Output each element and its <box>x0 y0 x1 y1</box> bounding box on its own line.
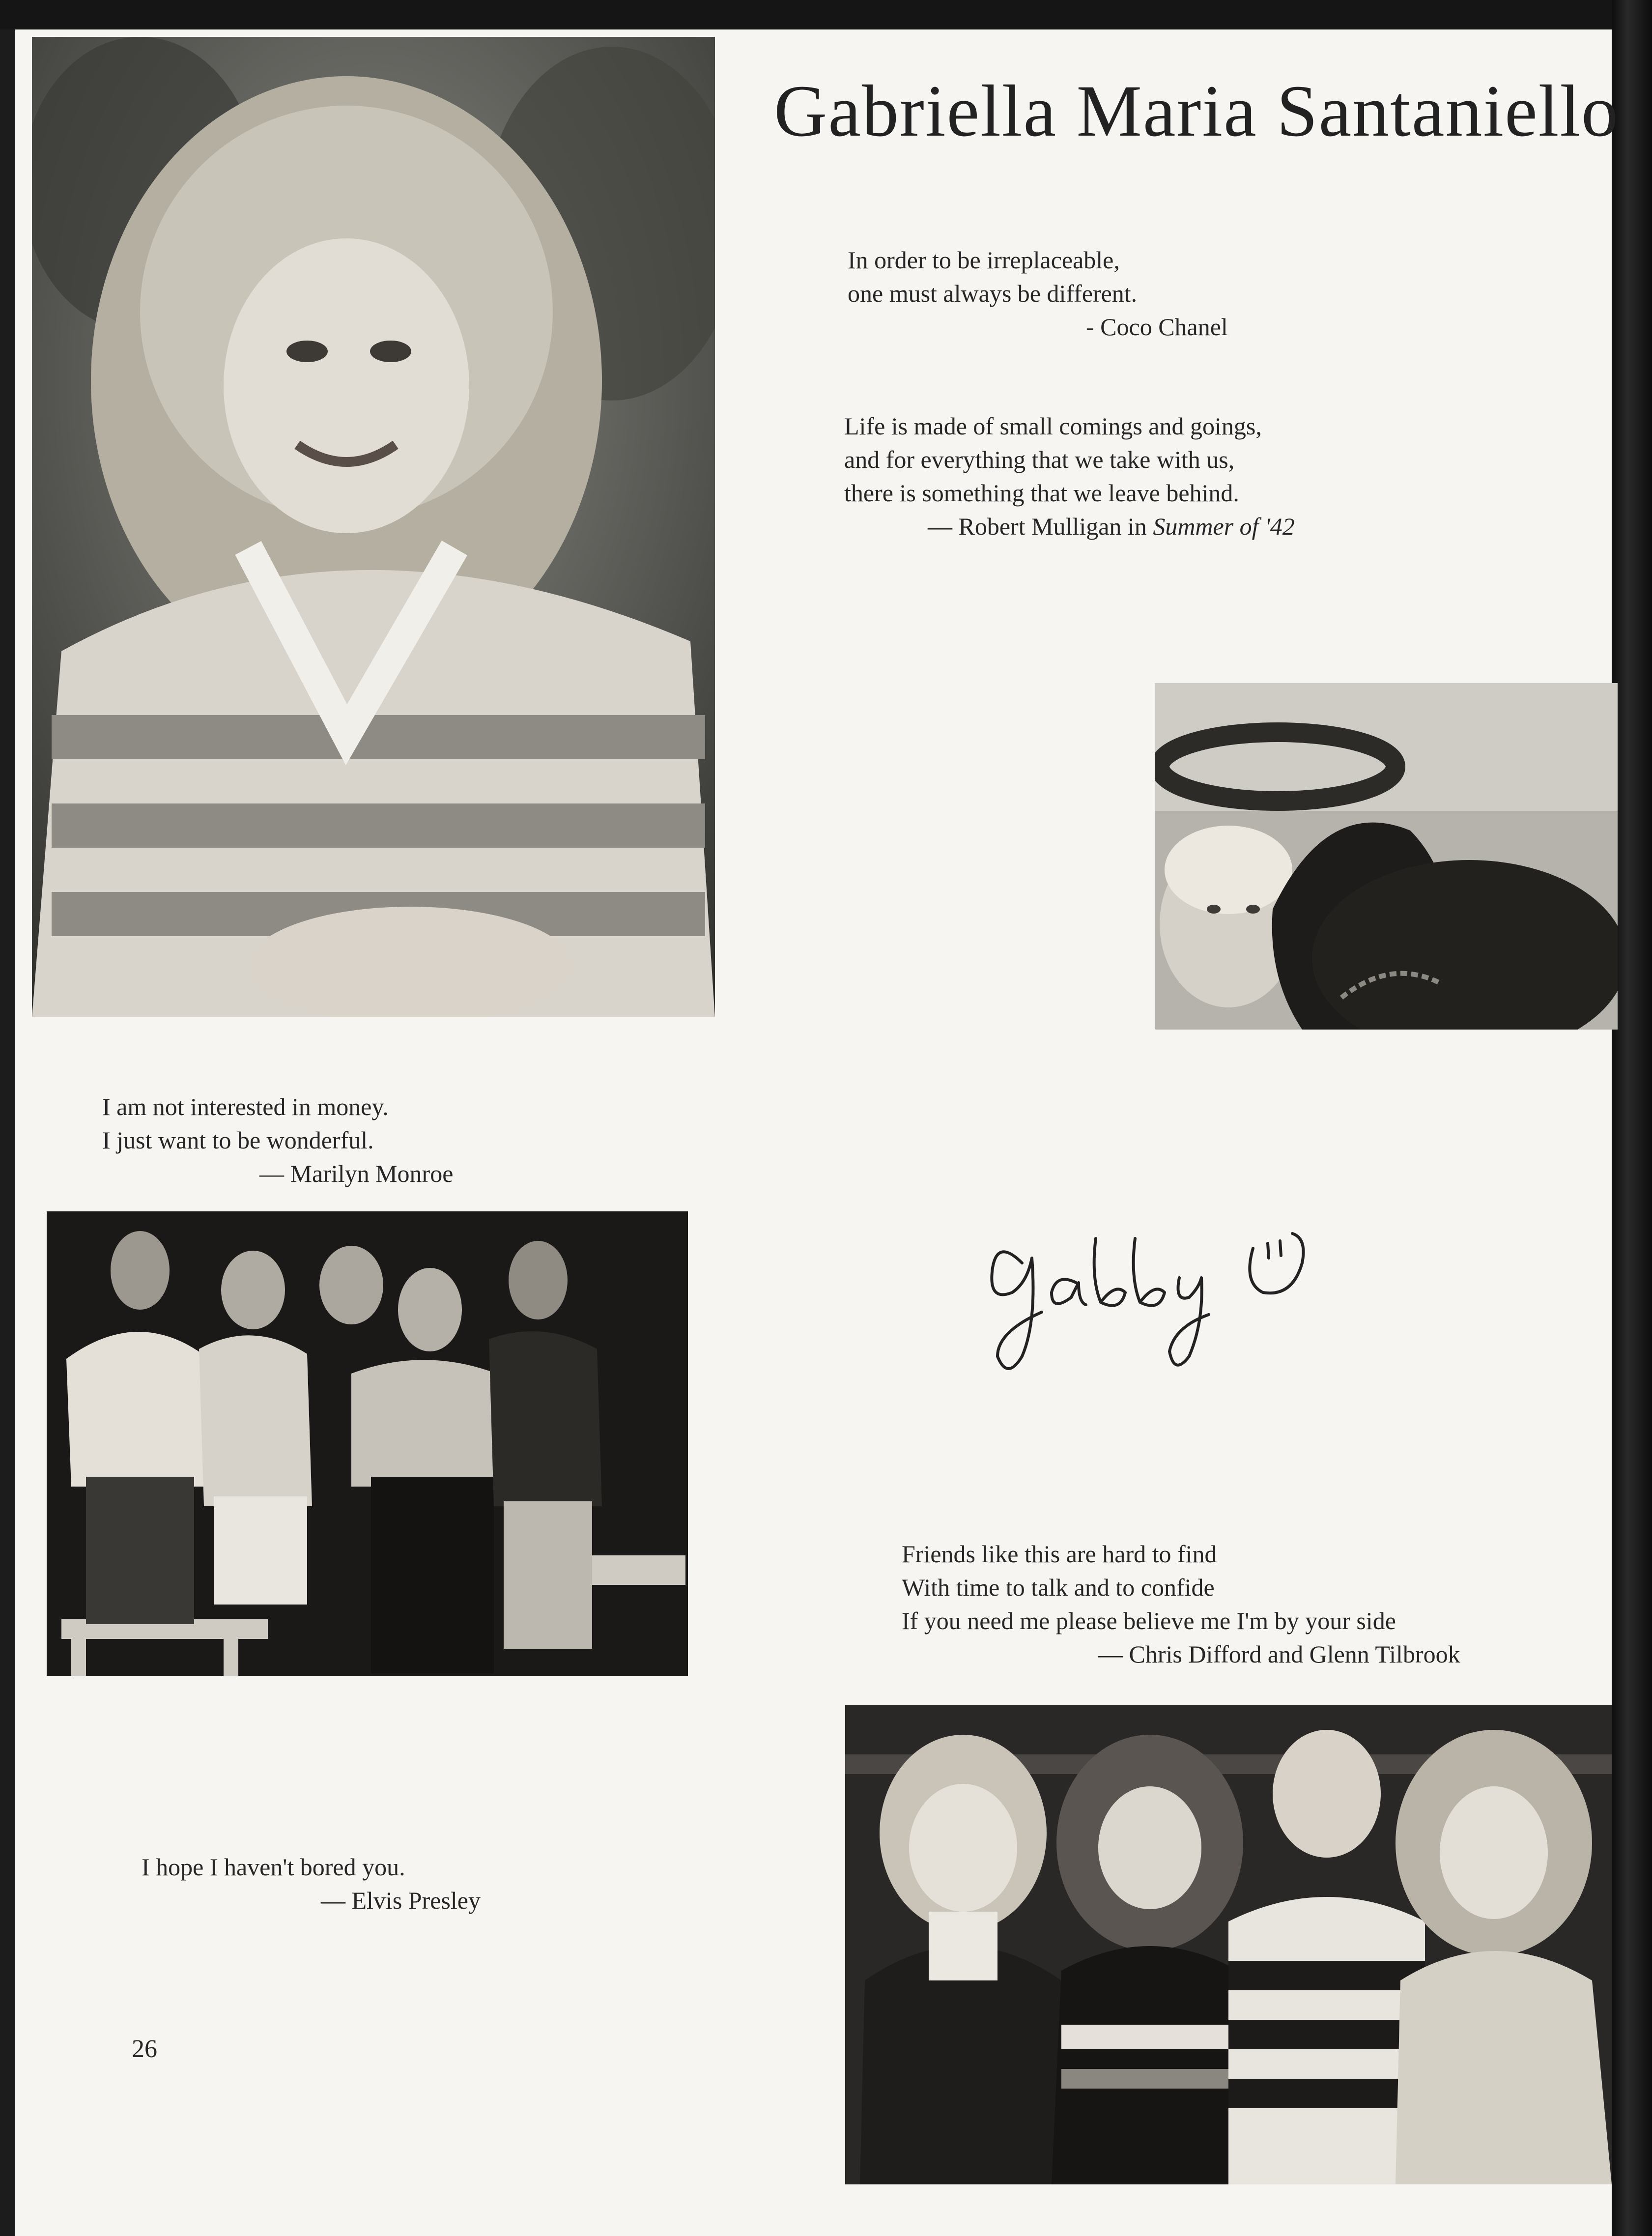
quote-line: Friends like this are hard to find <box>902 1540 1217 1568</box>
quote-mulligan <box>844 409 1295 543</box>
child-with-dog-photo <box>1155 683 1618 1030</box>
quote-line: With time to talk and to confide <box>902 1574 1215 1601</box>
quote-line: I just want to be wonderful. <box>102 1126 374 1154</box>
quote-chanel <box>848 243 1228 344</box>
quote-line: If you need me please believe me I'm by your side <box>902 1607 1396 1634</box>
quote-presley <box>142 1850 481 1917</box>
quote-author: — Chris Difford and Glenn Tilbrook <box>1098 1640 1460 1668</box>
quote-author: — Elvis Presley <box>321 1887 481 1914</box>
quote-monroe <box>102 1090 453 1190</box>
quote-squeeze <box>902 1537 1460 1671</box>
quote-author: - Coco Chanel <box>1086 313 1228 341</box>
quote-work: Summer of '42 <box>1153 513 1295 540</box>
scan-top-edge <box>0 0 1652 29</box>
quote-line: one must always be different. <box>848 280 1138 307</box>
page-title: Gabriella Maria Santaniello <box>774 70 1620 152</box>
quote-line: In order to be irreplaceable, <box>848 246 1120 274</box>
quote-line: I am not interested in money. <box>102 1093 389 1120</box>
quote-author: — Marilyn Monroe <box>259 1160 454 1187</box>
page-number: 26 <box>132 2035 157 2063</box>
quote-attribution <box>844 510 1295 543</box>
four-friends-photo <box>845 1705 1612 2184</box>
friends-group-photo <box>47 1211 688 1676</box>
quote-author: — Robert Mulligan in <box>928 513 1147 540</box>
quote-line: and for everything that we take with us, <box>844 446 1235 473</box>
quote-line: I hope I haven't bored you. <box>142 1853 405 1881</box>
quote-line: Life is made of small comings and goings, <box>844 412 1262 440</box>
quote-line: there is something that we leave behind. <box>844 479 1239 507</box>
scan-right-edge <box>1612 0 1652 2236</box>
signature-gabby <box>978 1209 1332 1386</box>
senior-portrait-photo <box>32 37 715 1017</box>
